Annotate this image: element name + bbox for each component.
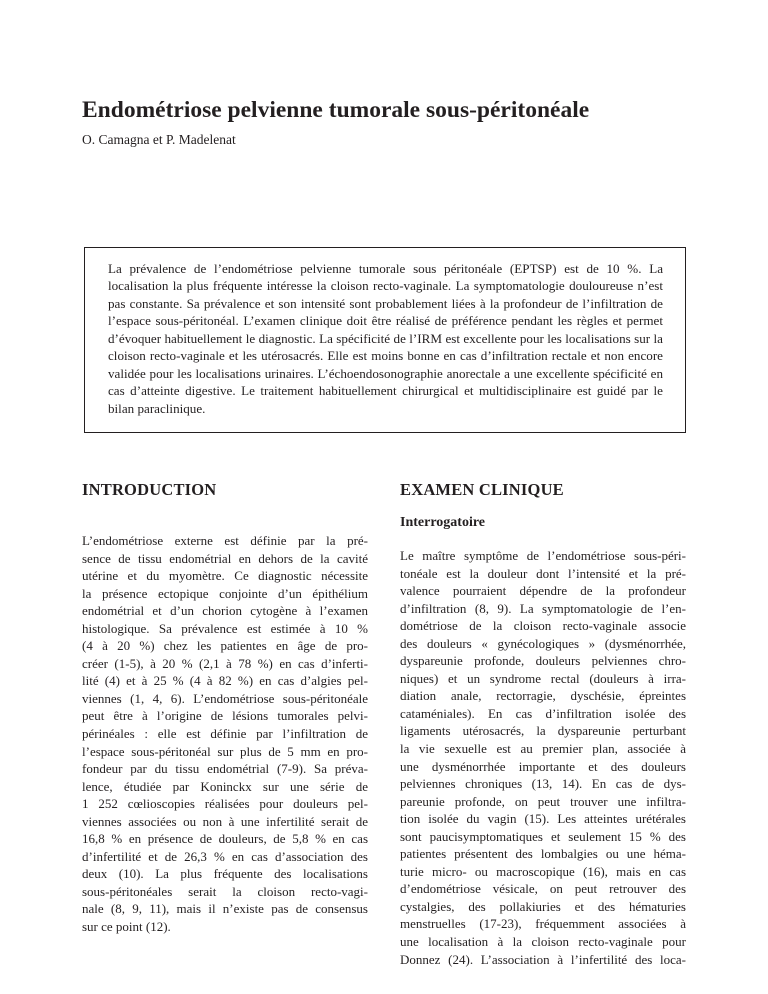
text-line: dyspareunie profonde, douleurs pelviennes chro-: [400, 653, 686, 669]
text-line: valence pourraient dépendre de la profondeur: [400, 583, 686, 599]
text-line: endométrial et d’un chorion cytogène à l’examen: [82, 603, 368, 619]
introduction-body: [82, 532, 368, 936]
text-line: utérine et du myomètre. Ce diagnostic nécessite: [82, 568, 368, 584]
text-line: sont paucisymptomatiques et seulement 15 % des: [400, 828, 686, 844]
text-line: fondeur par du tissu endométrial (7-9). Sa préva-: [82, 761, 368, 777]
text-line: nale (8, 9, 11), mais il n’existe pas de consensus: [82, 901, 368, 917]
text-line: sur ce point (12).: [82, 919, 171, 935]
text-line: cystalgies, des pollakiuries et des hématuries: [400, 898, 686, 914]
article-authors: O. Camagna et P. Madelenat: [82, 132, 236, 147]
text-line: Donnez (24). L’association à l’infertilité des loca-: [400, 951, 686, 967]
interrogatoire-subheading: Interrogatoire: [400, 515, 486, 530]
examen-clinique-body: [400, 547, 686, 968]
text-line: 16,8 % en présence de douleurs, de 5,8 % en cas: [82, 831, 368, 847]
text-line: (4 à 20 %) chez les patientes en âge de pro-: [82, 638, 368, 654]
text-line: 1 252 cœlioscopies réalisées pour douleurs pel-: [82, 796, 368, 812]
text-line: la présence ectopique conjointe d’un épithélium: [82, 585, 368, 601]
text-line: dométriose de la cloison recto-vaginale associe: [400, 618, 686, 634]
text-line: L’endométriose externe est définie par la pré-: [82, 533, 368, 548]
text-line: niques) et un syndrome rectal (douleurs à irra-: [400, 670, 686, 686]
text-line: sous-péritonéales serait la cloison recto-vagi-: [82, 883, 368, 899]
text-line: viennes associées ou non à une infertilité serait de: [82, 813, 368, 829]
text-line: des douleurs « gynécologiques » (dysménorrhée,: [400, 635, 686, 651]
text-line: sence de tissu endométrial en dehors de la cavité: [82, 550, 368, 566]
introduction-heading: INTRODUCTION: [82, 480, 217, 499]
text-line: créer (1-5), à 20 % (2,1 à 78 %) en cas d’inferti-: [82, 655, 368, 671]
text-line: lence, étudiée par Koninckx sur une série de: [82, 778, 368, 794]
examen-clinique-heading: EXAMEN CLINIQUE: [400, 480, 564, 499]
text-line: patientes présentent des lombalgies ou une héma-: [400, 846, 686, 862]
text-line: d’infertilité et de 26,3 % en cas d’association des: [82, 848, 368, 864]
abstract-text: La prévalence de l’endométriose pelvienne tumorale sous péritonéale (EPTSP) est de 10 %. La localisation la plus fréquente intéresse la cloison recto-vaginale. La symptomatologie douloureuse n’est pas constante. Sa prévalence et son intensité sont probablement liées à la profondeur de l’infiltration de l’espace sous-péritonéal. L’examen clinique doit être réalisé de préférence pendant les règles et permet d’évoquer habituellement le diagnostic. La spécificité de l’IRM est excellente pour les localisations sur la cloison recto-vaginale et les utérosacrés. Elle est moins bonne en cas d’infiltration rectale et non encore validée pour les localisations urinaires. L’échoendosonographie anorectale a une excellente spécificité en cas d’atteinte digestive. Le traitement habituellement chirurgical et multidisciplinaire est guidé par le bilan paraclinique.: [108, 261, 663, 416]
text-line: la vie sexuelle est au premier plan, associée à: [400, 741, 686, 757]
text-line: cataméniales). En cas d’infiltration isolée des: [400, 705, 686, 721]
text-line: pareunie profonde, on peut trouver une infiltra-: [400, 793, 686, 809]
text-line: d’endométriose vésicale, on peut retrouver des: [400, 881, 686, 897]
text-line: périnéales : elle est définie par l’infiltration de: [82, 726, 368, 742]
article-title: Endométriose pelvienne tumorale sous-péritonéale: [82, 97, 590, 123]
text-line: d’infiltration (8, 9). La symptomatologie de l’en-: [400, 600, 686, 616]
text-line: une dysménorrhée importante et des douleurs: [400, 758, 686, 774]
text-line: histologique. Sa prévalence est estimée à 10 %: [82, 620, 368, 636]
text-line: viennes (1, 4, 6). L’endométriose sous-péritonéale: [82, 690, 368, 706]
text-line: une localisation à la cloison recto-vaginale pour: [400, 934, 686, 950]
text-line: tion isolée du vagin (15). Les atteintes urétérales: [400, 811, 686, 827]
text-line: tonéale est la douleur dont l’intensité et la pré-: [400, 565, 686, 581]
text-line: Le maître symptôme de l’endométriose sous-péri-: [400, 548, 686, 563]
text-line: menstruelles (17-23), fréquemment associées à: [400, 916, 686, 932]
text-line: diation anale, rectorragie, dyschésie, épreintes: [400, 688, 686, 704]
text-line: l’espace sous-péritonéal sur plus de 5 mm en pro-: [82, 743, 368, 759]
abstract-box: [84, 247, 686, 433]
text-line: deux (10). La plus fréquente des localisations: [82, 866, 368, 882]
text-line: pelviennes chroniques (13, 14). En cas de dys-: [400, 776, 686, 792]
text-line: lité (4) et à 25 % (4 à 82 %) en cas d’algies pel-: [82, 673, 368, 689]
text-line: turie micro- ou macroscopique (16), mais en cas: [400, 863, 686, 879]
text-line: peut être à l’origine de lésions tumorales pelvi-: [82, 708, 368, 724]
text-line: ligaments utérosacrés, la dyspareunie perturbant: [400, 723, 686, 739]
